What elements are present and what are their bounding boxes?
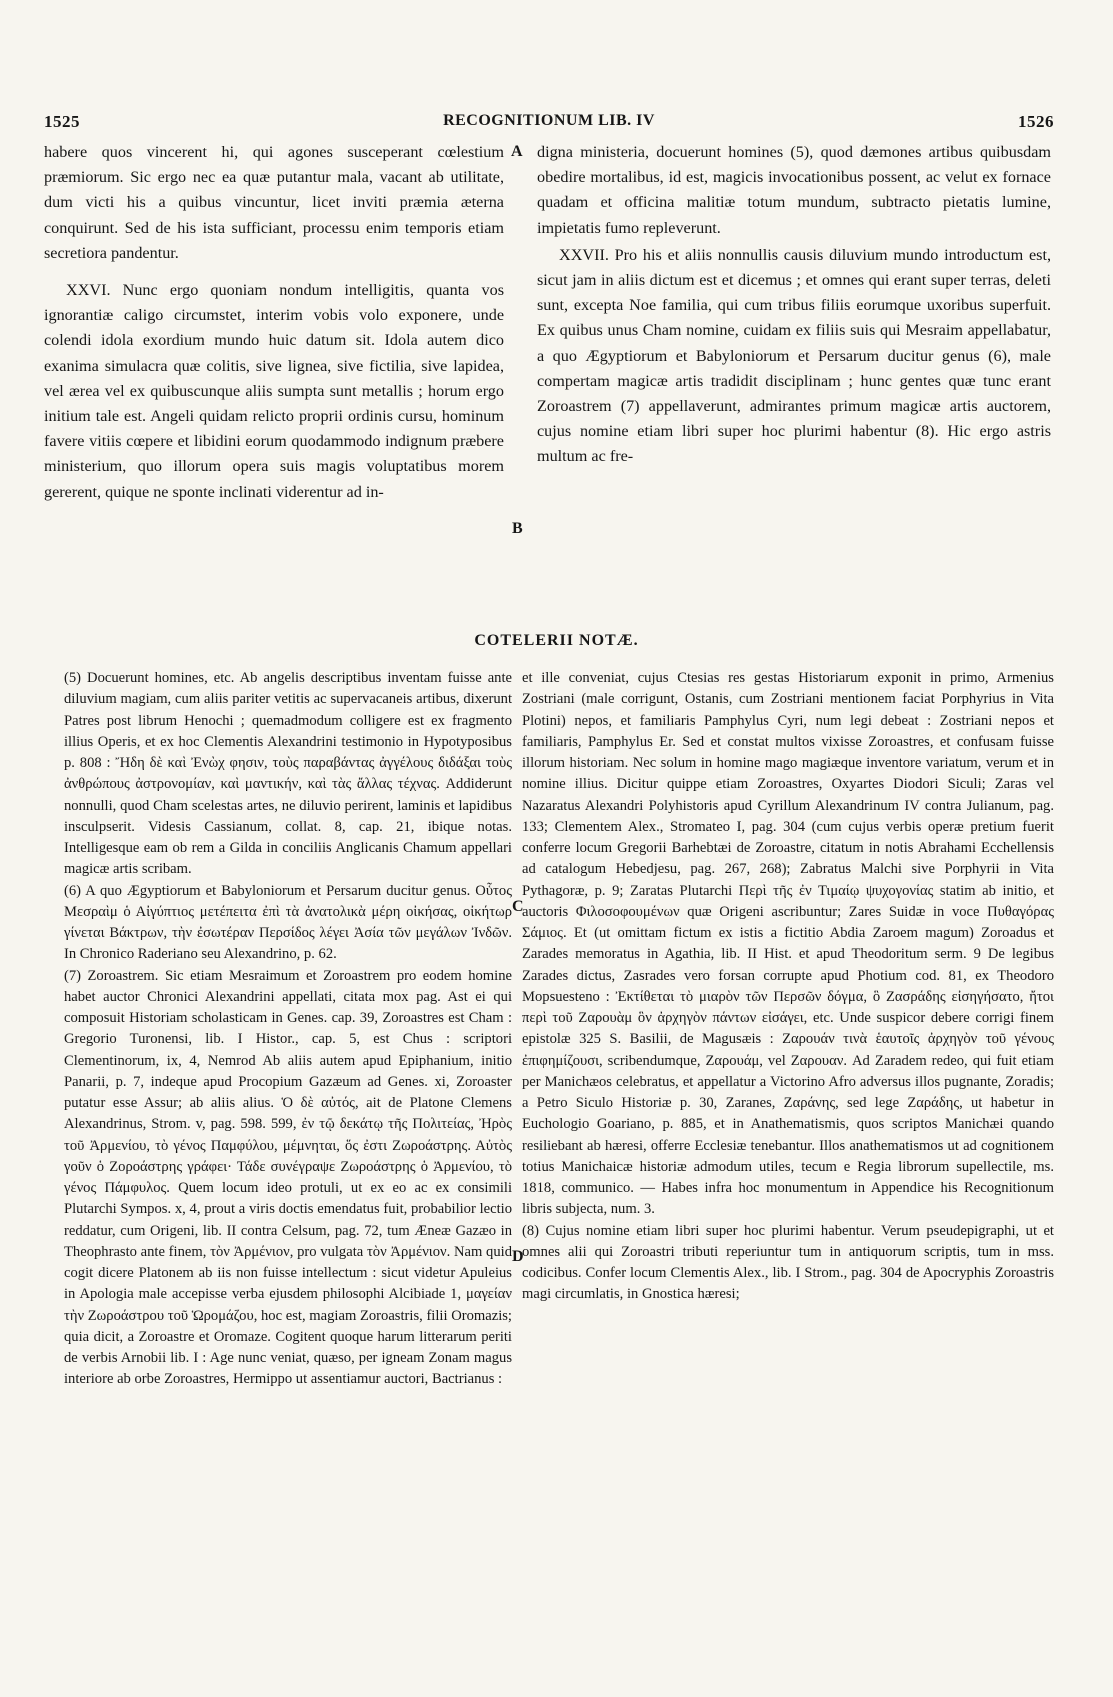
main-left-paragraph-1: habere quos vincerent hi, qui agones susceperant cœlestium præmiorum. Sic ergo nec ea quæ putantur mala, vacant ab utilitate, dum victi his a quibus vincuntur, licet inviti præmia æterna conquirunt. Sed de his ista sufficiant, processu enim temporis etiam secretiora pandentur. xyxy=(44,143,504,262)
margin-letter-b: B xyxy=(512,520,523,537)
page-number-left: 1525 xyxy=(44,112,80,131)
margin-letter-d: D xyxy=(512,1248,524,1265)
main-text-right-column xyxy=(537,140,1051,470)
note-8: (8) Cujus nomine etiam libri super hoc plurimi habentur. Verum pseudepigraphi, ut et omnes alii qui Zoroastri tributi reperiuntur tum in antiquorum scriptis, tum in mss. codicibus. Confer locum Clementis Alex., lib. I Strom., pag. 304 de Apocryphis Zoroastris magi circumlatis, in Gnostica hæresi; xyxy=(522,1222,1054,1303)
page-number-right: 1526 xyxy=(1018,112,1054,131)
notes-heading: COTELERII NOTÆ. xyxy=(474,632,639,649)
running-title: RECOGNITIONUM LIB. IV xyxy=(443,112,655,129)
margin-letter-a: A xyxy=(511,143,523,160)
note-5: (5) Docuerunt homines, etc. Ab angelis descriptibus inventam fuisse ante diluvium magiam, cum aliis pariter vetitis ac supervacaneis artibus, dixerunt Patres post librum Henochi ; quemadmodum colligere est ex fragmento illius Operis, et ex hoc Clementis Alexandrini testimonio in Hypotyposibus p. 808 : Ἤδη δὲ καὶ Ἐνὼχ φησιν, τοὺς παραβάντας ἀγγέλους διδάξαι τοὺς ἀνθρώπους ἀστρονομίαν, καὶ μαντικήν, καὶ τὰς ἄλλας τέχνας. Addiderunt nonnulli, quod Cham scelestas artes, ne diluvio perirent, laminis et lapidibus insculpserit. Videsis Cassianum, collat. 8, cap. 21, ibique notas. Intelligesque eam ob rem a Gilda in conciliis Anglicanis Chamum appellari magicæ artis scribam. xyxy=(64,670,512,878)
main-text-left-column xyxy=(44,140,504,505)
main-left-paragraph-2: XXVI. Nunc ergo quoniam nondum intelligitis, quanta vos ignorantiæ caligo circumstet, interim vobis volo exponere, unde colendi idola exordium mundo huic datum sit. Idola autem dico exanima simulacra quæ colitis, sive lignea, sive fictilia, sive lapidea, vel ærea vel ex quibuscunque aliis sumpta sunt metallis ; horum ergo initium tale est. Angeli quidam relicto proprii ordinis cursu, hominum favere vitiis cœpere et libidini eorum quodammodo indignum præbere ministerium, quo illorum opera suis magis voluptatibus morem gererent, quique ne sponte inclinati viderentur ad in- xyxy=(44,281,504,501)
main-right-paragraph-2: XXVII. Pro his et aliis nonnullis causis diluvium mundo introductum est, sicut jam in aliis dictum est et dicemus ; et omnes qui erant super terras, deleti sunt, excepta Noe familia, qui cum tribus filiis eorumque uxoribus superfuit. Ex quibus unus Cham nomine, cuidam ex filiis suis qui Mesraim appellabatur, a quo Ægyptiorum et Babyloniorum et Persarum ducitur genus (6), male compertam magicæ artis tradidit disciplinam ; hunc gentes quæ tunc erant Zoroastrem (7) appellaverunt, admirantes primum magicæ artis auctorem, cujus nomine etiam libri super hoc plurimi habentur (8). Hic ergo astris multum ac fre- xyxy=(537,245,1051,466)
main-right-paragraph-1: digna ministeria, docuerunt homines (5), quod dæmones artibus quibusdam obedire mortalibus, id est, magicis invocationibus possent, ac velut ex fornace quadam et officina malitiæ totum mundum, subtracto pietatis lumine, impietatis fumo repleverunt. xyxy=(537,143,1051,237)
notes-left-column xyxy=(64,668,512,1391)
notes-right-column xyxy=(522,668,1054,1306)
note-7-continued: et ille conveniat, cujus Ctesias res gestas Historiarum exponit in primo, Armenius Zostriani (male corrigunt, Ostanis, cum Zostriani mentionem faciat Porphyrius in Vita Plotini) nepos, et familiaris Pamphylus Cyri, num legi debeat : Zostriani nepos et familiaris, Pamphylus Er. Sed et constat multos vixisse Zoroastres, et confusam fuisse illorum historiam. Nec solum in homine mago magiæque inventore variatum, verum et in nomine illius. Dicitur quippe etiam Zoroastres, Oxyartes Diodori Siculi; Zaras vel Nazaratus Alexandri Polyhistoris apud Cyrillum Alexandrinum IV contra Julianum, pag. 133; Clementem Alex., Stromateo I, pag. 304 (cum cujus verbis operæ pretium fuerit conferre locum Gregorii Barhebtæi de Zoroastre, citatum in notis Abrahami Ecchellensis ad catalogum Hebedjesu, pag. 267, 268); Zabratus Malchi sive Porphyrii in Vita Pythagoræ, p. 9; Zaratas Plutarchi Περὶ τῆς ἐν Τιμαίῳ ψυχογονίας statim ab initio, et auctoris Φιλοσοφουμένων quæ Origeni ascribuntur; Zares Suidæ in voce Πυθαγόρας Σάμιος. Et (ut omittam fictum ex istis a fictitio Abdia Zaroem magum) Zoroadus et Zarades memoratus in Agathia, lib. II Hist. et apud Theodoritum serm. 9 De legibus Zarades dictus, Zasrades vero forsan corrupte apud Photium cod. 81, ex Theodoro Mopsuesteno : Ἐκτίθεται τὸ μιαρὸν τῶν Περσῶν δόγμα, ὃ Ζασράδης εἰσηγήσατο, ἤτοι περὶ τοῦ Ζαρουὰμ ὃν ἀρχηγὸν πάντων εἰσάγει, etc. Unde suspicor debere corrigi finem epistolæ 325 S. Basilii, de Magusæis : Ζαρουάν τινὰ ἑαυτοῖς ἀρχηγὸν τοῦ γένους ἐπιφημίζουσι, scribendumque, Ζαρουάμ, vel Ζαρουαν. Ad Zaradem redeo, qui fuit etiam per Manichæos celebratus, et appellatur a Victorino Afro adversus illos pugnante, Zoradis; a Petro Siculo Historiæ p. 30, Zaranes, Ζαράνης, sed lege Ζαράδης, ut habetur in Euchologio Goariano, p. 885, et in Anathematismis, quos scriptos Manichæi quando resiliebant ab hæresi, offerre Ecclesiæ tenebantur. Illos anathematismos ut ad cognitionem totius Manichaicæ historiæ admodum utiles, tecum e Regia librorum supellectile, ms. 1818, communico. — Habes infra hoc monumentum in Appendice his Recognitionum libris subjecta, num. 3. xyxy=(522,670,1054,1218)
margin-letter-c: C xyxy=(512,898,524,915)
note-6: (6) A quo Ægyptiorum et Babyloniorum et Persarum ducitur genus. Οὗτος Μεσραὶμ ὁ Αἰγύπτιος μετέπειτα ἐπὶ τὰ ἀνατολικὰ μέρη οἰκήσας, οἰκήτωρ γίνεται Βάκτρων, τὴν ἐσωτέραν Περσίδος λέγει Ἀσία τῶν μεγάλων Ἰνδῶν. In Chronico Raderiano seu Alexandrino, p. 62. xyxy=(64,882,512,963)
note-7: (7) Zoroastrem. Sic etiam Mesraimum et Zoroastrem pro eodem homine habet auctor Chronici Alexandrini appellati, citata mox pag. Ast ei qui composuit Historiam scholasticam in Genes. cap. 39, Zoroastres est Cham : Gregorio Turonensi, lib. I Histor., cap. 5, est Chus : scriptori Clementinorum, ix, 4, Nemrod Ab aliis autem apud Epiphanium, initio Panarii, p. 7, indeque apud Procopium Gazæum ad Genes. xi, Zoroaster putatur esse Assur; ab aliis alius. Ὁ δὲ αὐτός, ait de Platone Clemens Alexandrinus, Strom. v, pag. 598. 599, ἐν τῷ δεκάτῳ τῆς Πολιτείας, Ἠρὸς τοῦ Ἀρμενίου, τὸ γένος Παμφύλου, μέμνηται, ὅς ἐστι Ζωροάστρης. Αὐτὸς γοῦν ὁ Ζοροάστρης γράφει· Τάδε συνέγραψε Ζωροάστρης ὁ Ἀρμενίου, τὸ γένος Πάμφυλος. Quem locum ideo protuli, ut ex eo ac ex consimili Plutarchi Sympos. x, 4, prout a viris doctis emendatus fuit, probabilior lectio reddatur, cum Origeni, lib. II contra Celsum, pag. 72, tum Æneæ Gazæo in Theophrasto ante finem, τὸν Ἀρμένιον, pro vulgata τὸν Ἀρμένιον. Nam quid cogit dicere Platonem ab iis non fuisse intellectum : sicut videtur Apuleius in Apologia male accepisse verba ejusdem philosophi Alcibiade 1, μαγείαν τὴν Ζωροάστρου τοῦ Ὡρομάζου, hoc est, magiam Zoroastris, filii Oromazis; quia dicit, a Zoroastre et Oromaze. Cogitent quoque harum litterarum periti de verbis Arnobii lib. I : Age nunc veniat, quæso, per igneam Zonam magus interiore ab orbe Zoroastres, Hermippo ut assentiamur auctori, Bactrianus : xyxy=(64,967,512,1388)
running-header xyxy=(44,112,1054,138)
